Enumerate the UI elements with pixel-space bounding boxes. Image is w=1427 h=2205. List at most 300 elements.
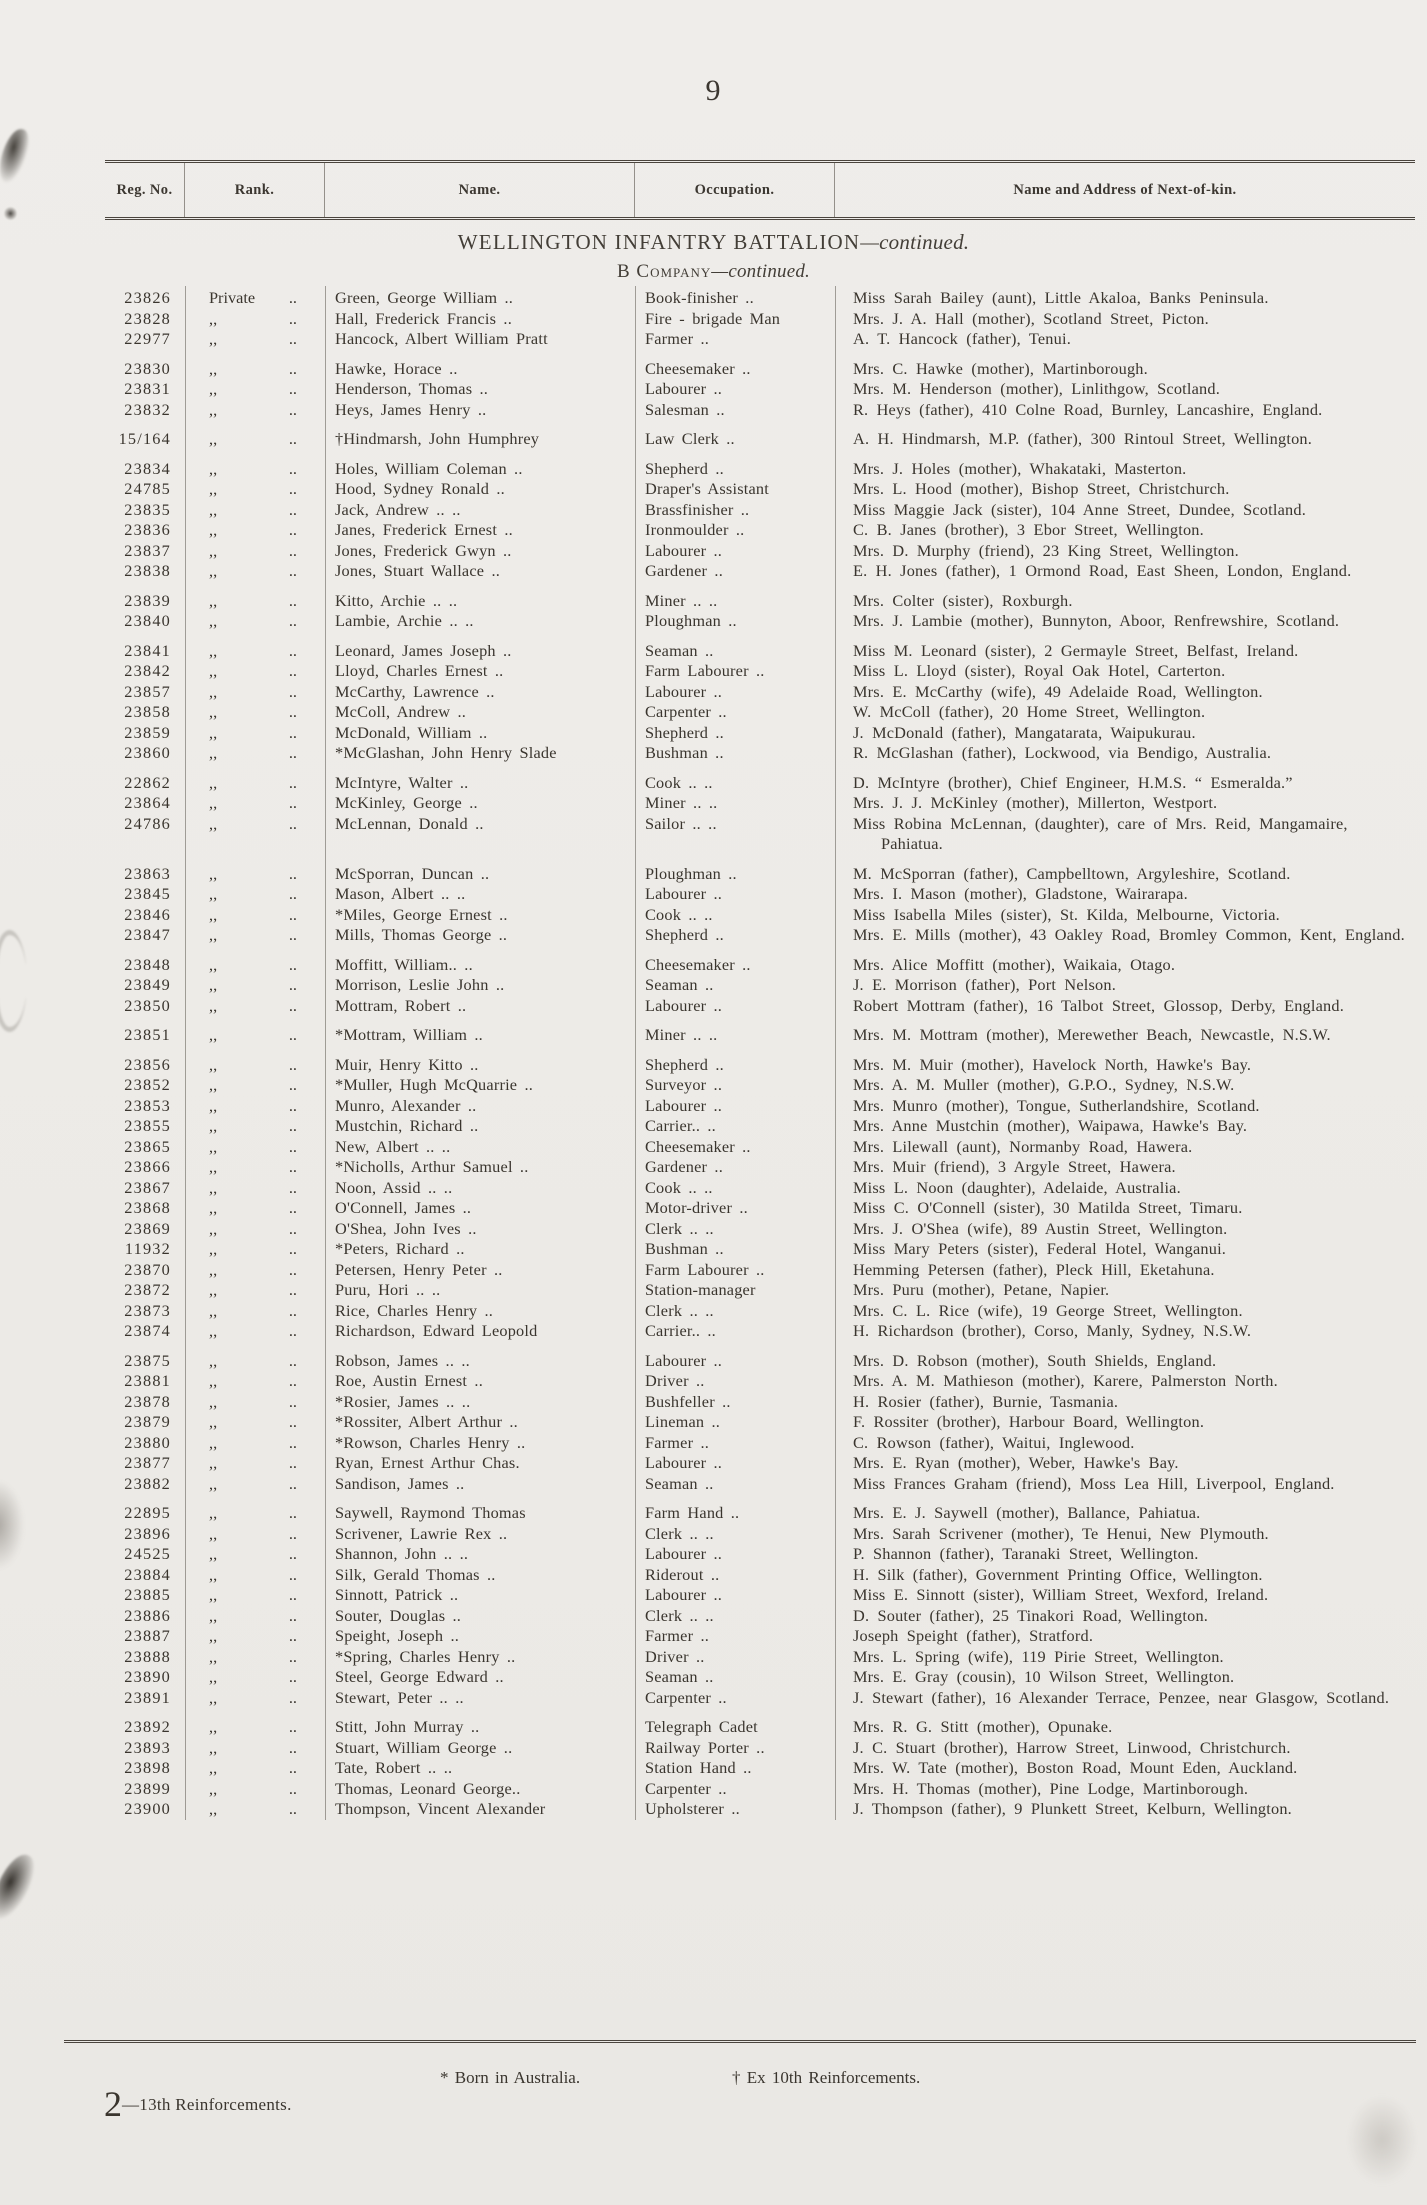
table-row xyxy=(105,1260,1415,1281)
occupation-cell: Carpenter .. xyxy=(645,702,727,721)
next-of-kin-cell: Mrs. M. Mottram (mother), Merewether Beach, Newcastle, N.S.W. xyxy=(853,1025,1331,1044)
table-row xyxy=(105,500,1415,521)
column-divider xyxy=(635,286,636,1820)
next-of-kin-cell: Miss Sarah Bailey (aunt), Little Akaloa, Banks Peninsula. xyxy=(853,288,1269,307)
table-row xyxy=(105,1157,1415,1178)
rank-leader-dots: .. xyxy=(288,1544,297,1563)
rank-leader-dots: .. xyxy=(288,1667,297,1686)
reg-no-cell: 15/164 xyxy=(118,429,171,448)
reg-no-cell: 23875 xyxy=(124,1350,171,1370)
name-cell: McIntyre, Walter .. xyxy=(335,772,469,792)
rank-value: ,, xyxy=(209,1025,218,1044)
name-cell: Petersen, Henry Peter .. xyxy=(335,1259,503,1279)
name-cell: Stuart, William George .. xyxy=(335,1737,513,1757)
occupation-cell: Carpenter .. xyxy=(645,1687,727,1707)
reg-no-cell: 23900 xyxy=(124,1799,171,1818)
scan-artifact xyxy=(4,206,17,221)
rank-leader-dots: .. xyxy=(288,1239,297,1258)
reg-no-cell: 23891 xyxy=(124,1687,171,1707)
rank-cell xyxy=(185,743,325,764)
next-of-kin-cell: Mrs. J. J. McKinley (mother), Millerton, Westport. xyxy=(853,793,1218,812)
rank-leader-dots: .. xyxy=(288,1280,297,1299)
rank-leader-dots: .. xyxy=(288,1737,297,1757)
rank-cell xyxy=(185,682,325,703)
next-of-kin-cell: J. Stewart (father), 16 Alexander Terrace, Penzee, near Glasgow, Scotland. xyxy=(853,1687,1390,1707)
rank-cell xyxy=(185,500,325,521)
name-cell: McDonald, William .. xyxy=(335,722,488,742)
table-row xyxy=(105,1096,1415,1117)
rank-leader-dots: .. xyxy=(288,1157,297,1176)
scan-artifact xyxy=(0,126,32,186)
rank-value: ,, xyxy=(209,954,218,974)
name-cell: Henderson, Thomas .. xyxy=(335,379,489,398)
name-cell: Sandison, James .. xyxy=(335,1473,465,1493)
rank-leader-dots: .. xyxy=(288,1095,297,1115)
occupation-cell: Draper's Assistant xyxy=(645,479,769,498)
name-cell: Lloyd, Charles Ernest .. xyxy=(335,661,504,680)
table-row xyxy=(105,1371,1415,1392)
reg-no-cell: 23898 xyxy=(124,1758,171,1777)
occupation-cell: Carrier.. .. xyxy=(645,1321,716,1340)
next-of-kin-cell: Miss Maggie Jack (sister), 104 Anne Street, Dundee, Scotland. xyxy=(853,499,1306,519)
table-row xyxy=(105,1626,1415,1647)
rank-cell xyxy=(185,773,325,794)
footnote-ex-10th-reinforcements: † Ex 10th Reinforcements. xyxy=(732,2068,921,2087)
next-of-kin-cell: Robert Mottram (father), 16 Talbot Street, Glossop, Derby, England. xyxy=(853,995,1344,1015)
rank-cell xyxy=(185,1667,325,1688)
reg-no-cell: 23837 xyxy=(124,540,171,560)
name-cell: Steel, George Edward .. xyxy=(335,1667,504,1686)
next-of-kin-cell: P. Shannon (father), Taranaki Street, Wellington. xyxy=(853,1544,1199,1563)
rank-cell xyxy=(185,479,325,500)
rank-leader-dots: .. xyxy=(288,1717,297,1736)
name-cell: Richardson, Edward Leopold xyxy=(335,1321,538,1340)
table-row xyxy=(105,329,1415,350)
table-row xyxy=(105,400,1415,421)
rank-cell xyxy=(185,400,325,421)
column-divider xyxy=(185,286,186,1820)
rank-value: ,, xyxy=(209,329,218,348)
rank-cell xyxy=(185,329,325,350)
table-row xyxy=(105,359,1415,380)
name-cell: Noon, Assid .. .. xyxy=(335,1177,453,1197)
rank-leader-dots: .. xyxy=(288,308,297,328)
next-of-kin-cell: Mrs. M. Muir (mother), Havelock North, Hawke's Bay. xyxy=(853,1054,1252,1074)
next-of-kin-cell: Mrs. A. M. Mathieson (mother), Karere, Palmerston North. xyxy=(853,1371,1278,1390)
occupation-cell: Bushfeller .. xyxy=(645,1391,731,1411)
rank-leader-dots: .. xyxy=(288,1453,297,1472)
next-of-kin-cell: M. McSporran (father), Campbelltown, Argyleshire, Scotland. xyxy=(853,863,1291,883)
rank-cell xyxy=(185,1453,325,1474)
name-cell: Mustchin, Richard .. xyxy=(335,1116,479,1135)
rank-value: ,, xyxy=(209,399,218,419)
rank-leader-dots: .. xyxy=(288,995,297,1015)
next-of-kin-cell: H. Silk (father), Government Printing Office, Wellington. xyxy=(853,1564,1263,1584)
rank-leader-dots: .. xyxy=(288,1136,297,1156)
occupation-cell: Seaman .. xyxy=(645,1667,714,1686)
name-cell: *Rossiter, Albert Arthur .. xyxy=(335,1412,518,1431)
rank-leader-dots: .. xyxy=(288,1116,297,1135)
next-of-kin-cell: Mrs. Munro (mother), Tongue, Sutherlandshire, Scotland. xyxy=(853,1095,1260,1115)
next-of-kin-cell: Mrs. W. Tate (mother), Boston Road, Mount Eden, Auckland. xyxy=(853,1758,1298,1777)
occupation-cell: Clerk .. .. xyxy=(645,1218,714,1238)
reg-no-cell: 23855 xyxy=(124,1116,171,1135)
rank-cell xyxy=(185,905,325,926)
reg-no-cell: 23849 xyxy=(124,975,171,994)
rank-value: ,, xyxy=(209,1075,218,1094)
occupation-cell: Telegraph Cadet xyxy=(645,1717,758,1736)
rank-cell xyxy=(185,1371,325,1392)
occupation-cell: Miner .. .. xyxy=(645,590,718,610)
name-cell: *Spring, Charles Henry .. xyxy=(335,1646,516,1666)
rank-value: ,, xyxy=(209,995,218,1015)
table-row xyxy=(105,975,1415,996)
next-of-kin-cell: Miss Isabella Miles (sister), St. Kilda, Melbourne, Victoria. xyxy=(853,904,1280,924)
rank-value: ,, xyxy=(209,793,218,812)
next-of-kin-cell: Mrs. Muir (friend), 3 Argyle Street, Hawera. xyxy=(853,1157,1176,1176)
next-of-kin-cell: Mrs. J. O'Shea (wife), 89 Austin Street, Wellington. xyxy=(853,1218,1228,1238)
rank-value: ,, xyxy=(209,1054,218,1074)
table-row xyxy=(105,1075,1415,1096)
table-row xyxy=(105,884,1415,905)
rank-value: ,, xyxy=(209,520,218,539)
battalion-title-text: WELLINGTON INFANTRY BATTALION xyxy=(457,230,861,254)
occupation-cell: Cheesemaker .. xyxy=(645,954,751,974)
name-cell: Kitto, Archie .. .. xyxy=(335,590,458,610)
rank-cell xyxy=(185,1647,325,1668)
occupation-cell: Cheesemaker .. xyxy=(645,1136,751,1156)
occupation-cell: Seaman .. xyxy=(645,640,714,660)
rank-value: ,, xyxy=(209,863,218,883)
next-of-kin-cell: Mrs. C. Hawke (mother), Martinborough. xyxy=(853,358,1148,378)
battalion-continued: —continued. xyxy=(860,230,970,254)
next-of-kin-cell: C. B. Janes (brother), 3 Ebor Street, Wellington. xyxy=(853,520,1204,539)
rank-value: ,, xyxy=(209,1667,218,1686)
rank-cell xyxy=(185,309,325,330)
reg-no-cell: 23868 xyxy=(124,1198,171,1217)
occupation-cell: Upholsterer .. xyxy=(645,1799,740,1818)
rank-leader-dots: .. xyxy=(288,1025,297,1044)
name-cell: Thomas, Leonard George.. xyxy=(335,1778,521,1798)
occupation-cell: Miner .. .. xyxy=(645,793,718,812)
column-header-next-of-kin: Name and Address of Next-of-kin. xyxy=(1013,181,1237,198)
occupation-cell: Seaman .. xyxy=(645,1473,714,1493)
rank-leader-dots: .. xyxy=(288,772,297,792)
rank-cell xyxy=(185,1565,325,1586)
rank-leader-dots: .. xyxy=(288,358,297,378)
name-cell: *Rowson, Charles Henry .. xyxy=(335,1432,526,1452)
company-title xyxy=(0,261,1427,283)
name-cell: Thompson, Vincent Alexander xyxy=(335,1799,546,1818)
rank-cell xyxy=(185,1626,325,1647)
rank-value: ,, xyxy=(209,702,218,721)
occupation-cell: Cook .. .. xyxy=(645,904,713,924)
name-cell: †Hindmarsh, John Humphrey xyxy=(335,429,540,448)
name-cell: *Rosier, James .. .. xyxy=(335,1391,471,1411)
next-of-kin-cell: R. McGlashan (father), Lockwood, via Bendigo, Australia. xyxy=(853,743,1272,762)
occupation-cell: Labourer .. xyxy=(645,681,723,701)
footnote-born-australia: * Born in Australia. xyxy=(440,2068,581,2087)
table-row xyxy=(105,459,1415,480)
rank-cell xyxy=(185,459,325,480)
rank-cell xyxy=(185,1096,325,1117)
reg-no-cell: 23848 xyxy=(124,954,171,974)
reg-no-cell: 23892 xyxy=(124,1717,171,1736)
table-row xyxy=(105,1055,1415,1076)
rank-value: ,, xyxy=(209,1198,218,1217)
reg-no-cell: 23866 xyxy=(124,1157,171,1176)
next-of-kin-cell: Mrs. D. Robson (mother), South Shields, England. xyxy=(853,1350,1217,1370)
occupation-cell: Lineman .. xyxy=(645,1412,721,1431)
rank-cell xyxy=(185,1585,325,1606)
next-of-kin-cell: Mrs. M. Henderson (mother), Linlithgow, Scotland. xyxy=(853,379,1220,398)
rank-value: ,, xyxy=(209,1605,218,1625)
next-of-kin-cell: E. H. Jones (father), 1 Ormond Road, East Sheen, London, England. xyxy=(853,561,1352,580)
rank-cell xyxy=(185,1412,325,1433)
rank-leader-dots: .. xyxy=(288,399,297,419)
name-cell: Jones, Stuart Wallace .. xyxy=(335,561,501,580)
next-of-kin-cell: Mrs. E. J. Saywell (mother), Ballance, Pahiatua. xyxy=(853,1503,1201,1522)
rank-leader-dots: .. xyxy=(288,540,297,560)
rank-cell xyxy=(185,975,325,996)
rank-cell xyxy=(185,661,325,682)
next-of-kin-cell: Mrs. L. Spring (wife), 119 Pirie Street, Wellington. xyxy=(853,1646,1224,1666)
rank-cell xyxy=(185,429,325,450)
rank-cell xyxy=(185,288,325,309)
reg-no-cell: 23874 xyxy=(124,1321,171,1340)
rank-leader-dots: .. xyxy=(288,429,297,448)
rank-value: ,, xyxy=(209,925,218,944)
rank-leader-dots: .. xyxy=(288,904,297,924)
rank-value: ,, xyxy=(209,1116,218,1135)
name-cell: Roe, Austin Ernest .. xyxy=(335,1371,483,1390)
rank-value: ,, xyxy=(209,540,218,560)
rank-cell xyxy=(185,1799,325,1820)
rank-cell xyxy=(185,925,325,946)
rank-cell xyxy=(185,1758,325,1779)
table-row xyxy=(105,309,1415,330)
table-row xyxy=(105,864,1415,885)
table-row xyxy=(105,611,1415,632)
table-row xyxy=(105,379,1415,400)
name-cell: O'Shea, John Ives .. xyxy=(335,1218,477,1238)
next-of-kin-cell: Mrs. J. A. Hall (mother), Scotland Street, Picton. xyxy=(853,308,1209,328)
occupation-cell: Sailor .. .. xyxy=(645,813,717,833)
table-row xyxy=(105,682,1415,703)
occupation-cell: Railway Porter .. xyxy=(645,1737,765,1757)
name-cell: Jones, Frederick Gwyn .. xyxy=(335,540,512,560)
occupation-cell: Station-manager xyxy=(645,1280,756,1299)
next-of-kin-cell: Mrs. J. Holes (mother), Whakataki, Masterton. xyxy=(853,458,1187,478)
name-cell: McKinley, George .. xyxy=(335,793,478,812)
table-row xyxy=(105,1799,1415,1820)
reg-no-cell: 23884 xyxy=(124,1564,171,1584)
page-number: 9 xyxy=(705,74,722,107)
occupation-cell: Station Hand .. xyxy=(645,1758,752,1777)
rank-cell xyxy=(185,1239,325,1260)
rank-value: ,, xyxy=(209,499,218,519)
occupation-cell: Riderout .. xyxy=(645,1564,720,1584)
rank-cell xyxy=(185,611,325,632)
rank-value: ,, xyxy=(209,379,218,398)
next-of-kin-cell: A. T. Hancock (father), Tenui. xyxy=(853,329,1071,348)
next-of-kin-cell: Mrs. Colter (sister), Roxburgh. xyxy=(853,590,1073,610)
rank-cell xyxy=(185,359,325,380)
reg-no-cell: 23851 xyxy=(124,1025,171,1044)
name-cell: Moffitt, William.. .. xyxy=(335,954,473,974)
occupation-cell: Ploughman .. xyxy=(645,611,737,630)
occupation-cell: Bushman .. xyxy=(645,1239,724,1258)
next-of-kin-cell: Mrs. J. Lambie (mother), Bunnyton, Aboor, Renfrewshire, Scotland. xyxy=(853,611,1340,630)
next-of-kin-cell: J. Thompson (father), 9 Plunkett Street, Kelburn, Wellington. xyxy=(853,1799,1292,1818)
rank-value: ,, xyxy=(209,813,218,833)
rank-cell xyxy=(185,1116,325,1137)
reg-no-cell: 23878 xyxy=(124,1391,171,1411)
next-of-kin-cell: J. C. Stuart (brother), Harrow Street, Linwood, Christchurch. xyxy=(853,1737,1291,1757)
name-cell: *Mottram, William .. xyxy=(335,1025,483,1044)
rank-leader-dots: .. xyxy=(288,1473,297,1493)
table-row xyxy=(105,1280,1415,1301)
next-of-kin-cell: Miss C. O'Connell (sister), 30 Matilda Street, Timaru. xyxy=(853,1198,1243,1217)
name-cell: Scrivener, Lawrie Rex .. xyxy=(335,1523,508,1543)
rank-value: ,, xyxy=(209,1300,218,1320)
rank-cell xyxy=(185,1351,325,1372)
table-row xyxy=(105,1647,1415,1668)
next-of-kin-cell: A. H. Hindmarsh, M.P. (father), 300 Rintoul Street, Wellington. xyxy=(853,429,1313,448)
next-of-kin-cell: H. Richardson (brother), Corso, Manly, Sydney, N.S.W. xyxy=(853,1321,1252,1340)
next-of-kin-cell: Mrs. I. Mason (mother), Gladstone, Wairarapa. xyxy=(853,884,1188,903)
reg-no-cell: 23870 xyxy=(124,1259,171,1279)
occupation-cell: Farmer .. xyxy=(645,1626,710,1645)
table-row xyxy=(105,793,1415,814)
rank-leader-dots: .. xyxy=(288,1799,297,1818)
table-row xyxy=(105,1321,1415,1342)
rank-value: ,, xyxy=(209,1321,218,1340)
rank-cell xyxy=(185,814,325,835)
reg-no-cell: 23846 xyxy=(124,904,171,924)
name-cell: Ryan, Ernest Arthur Chas. xyxy=(335,1453,520,1472)
name-cell: Munro, Alexander .. xyxy=(335,1095,477,1115)
reg-no-cell: 23888 xyxy=(124,1646,171,1666)
name-cell: Janes, Frederick Ernest .. xyxy=(335,520,513,539)
occupation-cell: Driver .. xyxy=(645,1646,705,1666)
rank-leader-dots: .. xyxy=(288,1758,297,1777)
rank-cell xyxy=(185,1433,325,1454)
rank-leader-dots: .. xyxy=(288,1605,297,1625)
table-row xyxy=(105,591,1415,612)
table-row xyxy=(105,1433,1415,1454)
rank-cell xyxy=(185,702,325,723)
rank-leader-dots: .. xyxy=(288,975,297,994)
next-of-kin-cell: Miss Robina McLennan, (daughter), care of Mrs. Reid, Mangamaire, Pahiatua. xyxy=(853,813,1348,853)
table-row xyxy=(105,743,1415,764)
rank-cell xyxy=(185,1688,325,1709)
occupation-cell: Clerk .. .. xyxy=(645,1605,714,1625)
next-of-kin-cell: R. Heys (father), 410 Colne Road, Burnley, Lancashire, England. xyxy=(853,399,1323,419)
reg-no-cell: 23873 xyxy=(124,1300,171,1320)
occupation-cell: Surveyor .. xyxy=(645,1075,723,1094)
rank-value: ,, xyxy=(209,1136,218,1156)
name-cell: Mills, Thomas George .. xyxy=(335,925,508,944)
name-cell: Puru, Hori .. .. xyxy=(335,1280,441,1299)
rank-leader-dots: .. xyxy=(288,1646,297,1666)
occupation-cell: Seaman .. xyxy=(645,975,714,994)
reg-no-cell: 23877 xyxy=(124,1453,171,1472)
occupation-cell: Gardener .. xyxy=(645,561,723,580)
occupation-cell: Labourer .. xyxy=(645,1453,723,1472)
name-cell: Shannon, John .. .. xyxy=(335,1544,469,1563)
next-of-kin-cell: Miss M. Leonard (sister), 2 Germayle Street, Belfast, Ireland. xyxy=(853,640,1299,660)
occupation-cell: Shepherd .. xyxy=(645,458,724,478)
reg-no-cell: 23896 xyxy=(124,1523,171,1543)
next-of-kin-cell: J. E. Morrison (father), Port Nelson. xyxy=(853,975,1116,994)
next-of-kin-cell: Mrs. Puru (mother), Petane, Napier. xyxy=(853,1280,1110,1299)
next-of-kin-cell: D. Souter (father), 25 Tinakori Road, Wellington. xyxy=(853,1605,1209,1625)
rank-value: ,, xyxy=(209,1432,218,1452)
rank-cell xyxy=(185,561,325,582)
name-cell: New, Albert .. .. xyxy=(335,1136,451,1156)
next-of-kin-cell: Mrs. C. L. Rice (wife), 19 George Street, Wellington. xyxy=(853,1300,1243,1320)
name-cell: Silk, Gerald Thomas .. xyxy=(335,1564,496,1584)
next-of-kin-cell: F. Rossiter (brother), Harbour Board, Wellington. xyxy=(853,1412,1205,1431)
rank-value: ,, xyxy=(209,1585,218,1604)
rank-value: ,, xyxy=(209,661,218,680)
table-row xyxy=(105,1717,1415,1738)
rank-cell xyxy=(185,1779,325,1800)
occupation-cell: Salesman .. xyxy=(645,399,725,419)
table-row xyxy=(105,702,1415,723)
reg-no-cell: 23881 xyxy=(124,1371,171,1390)
rank-leader-dots: .. xyxy=(288,1626,297,1645)
occupation-cell: Ploughman .. xyxy=(645,863,737,883)
imprint-number: 2 xyxy=(104,2084,122,2124)
name-cell: Stitt, John Murray .. xyxy=(335,1717,480,1736)
rank-cell xyxy=(185,793,325,814)
name-cell: Hood, Sydney Ronald .. xyxy=(335,479,505,498)
table-row xyxy=(105,1351,1415,1372)
name-cell: Sinnott, Patrick .. xyxy=(335,1585,459,1604)
rank-leader-dots: .. xyxy=(288,1218,297,1238)
occupation-cell: Gardener .. xyxy=(645,1157,723,1176)
name-cell: Holes, William Coleman .. xyxy=(335,458,523,478)
rank-value: ,, xyxy=(209,1523,218,1543)
table-row xyxy=(105,1503,1415,1524)
rank-value: ,, xyxy=(209,640,218,660)
table-row xyxy=(105,561,1415,582)
rank-cell xyxy=(185,1075,325,1096)
rank-value: ,, xyxy=(209,1453,218,1472)
battalion-title xyxy=(0,230,1427,255)
rank-value: ,, xyxy=(209,1503,218,1522)
rank-value: ,, xyxy=(209,1177,218,1197)
rank-leader-dots: .. xyxy=(288,681,297,701)
rank-cell xyxy=(185,1219,325,1240)
table-row xyxy=(105,1565,1415,1586)
rank-leader-dots: .. xyxy=(288,954,297,974)
rank-cell xyxy=(185,520,325,541)
reg-no-cell: 23865 xyxy=(124,1136,171,1156)
rank-value: ,, xyxy=(209,1371,218,1390)
next-of-kin-cell: Miss L. Noon (daughter), Adelaide, Australia. xyxy=(853,1177,1181,1197)
reg-no-cell: 22862 xyxy=(124,772,171,792)
name-cell: McSporran, Duncan .. xyxy=(335,863,490,883)
reg-no-cell: 23869 xyxy=(124,1218,171,1238)
rank-leader-dots: .. xyxy=(288,1321,297,1340)
column-divider xyxy=(835,286,836,1820)
table-row xyxy=(105,905,1415,926)
name-cell: McLennan, Donald .. xyxy=(335,813,484,833)
name-cell: Hall, Frederick Francis .. xyxy=(335,308,512,328)
